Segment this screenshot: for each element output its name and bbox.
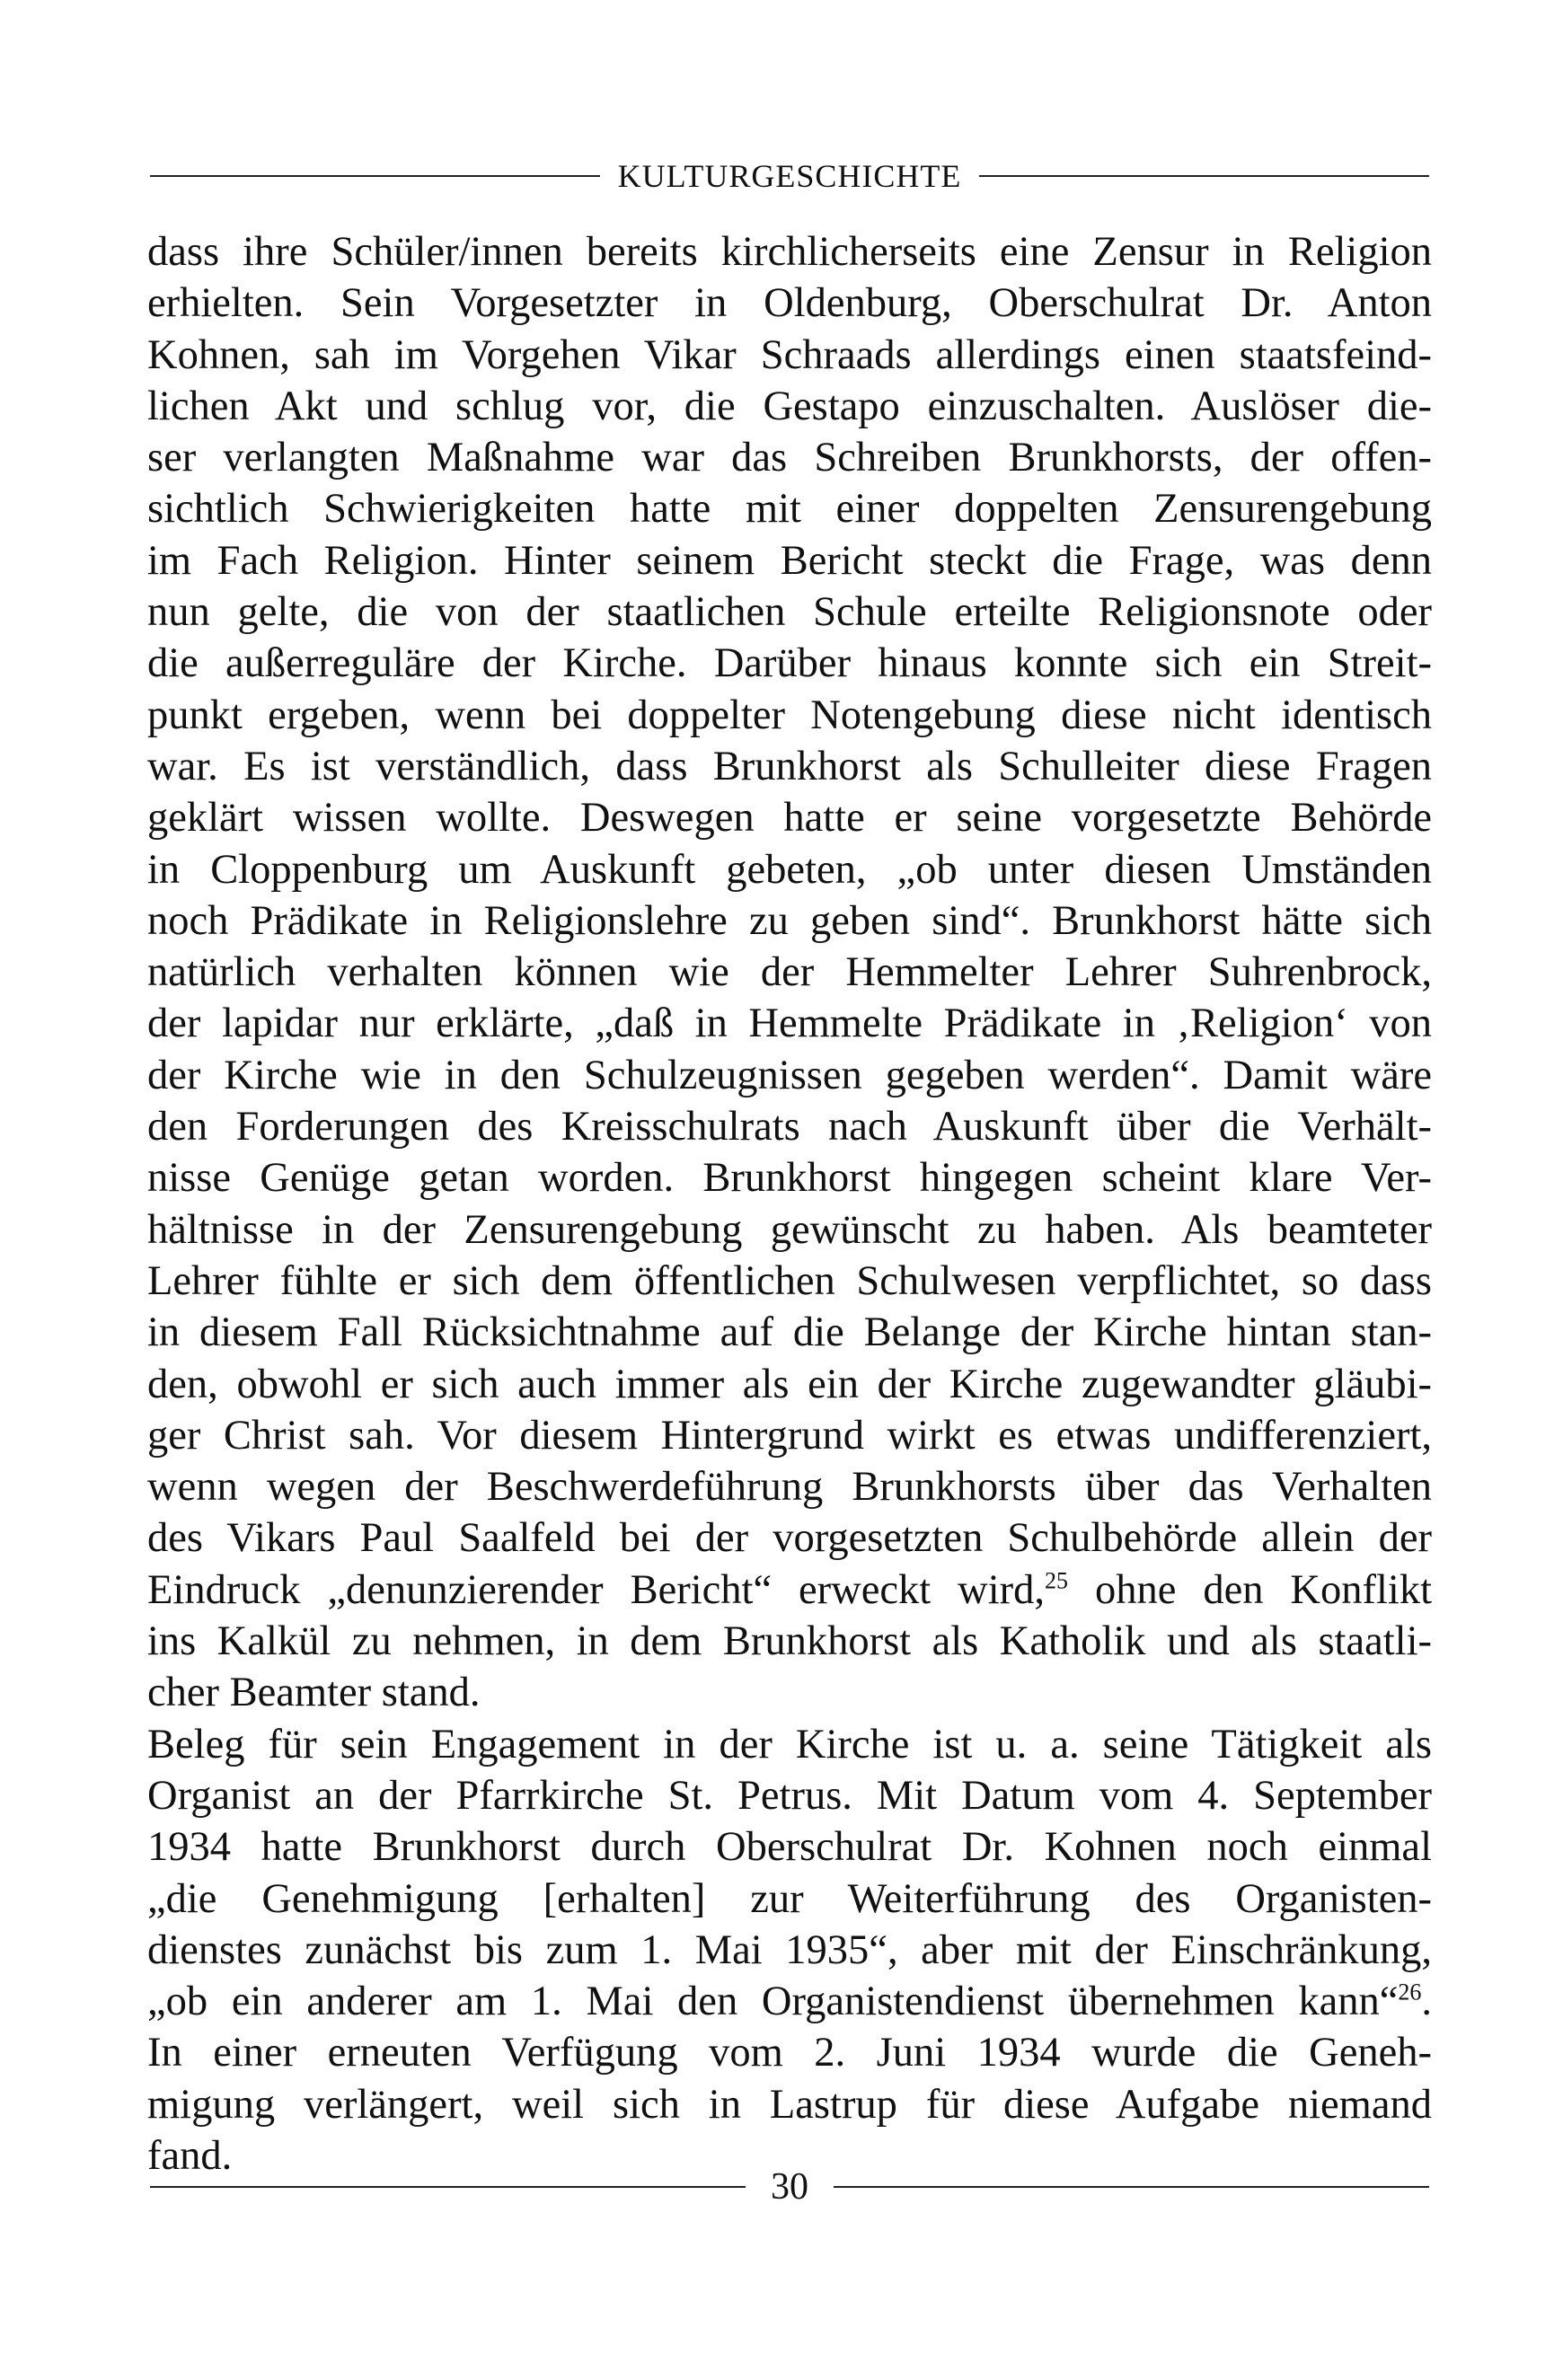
text-segment: . (1421, 1979, 1432, 2025)
text-segment: Eindruck „denunzierender Bericht“ erweckt wird, (147, 1566, 1046, 1613)
page-number: 30 (771, 2166, 808, 2208)
text-line: noch Prädikate in Religionslehre zu geben sind“. Brunkhorst hätte sich (147, 897, 1432, 944)
text-line: ser verlangten Maßnahme war das Schreiben Brunkhorsts, der offen- (147, 435, 1432, 481)
text-line: Lehrer fühlte er sich dem öffentlichen Schulwesen verpflichtet, so dass (147, 1257, 1432, 1304)
running-header-title: KULTURGESCHICHTE (617, 158, 962, 194)
text-line: den, obwohl er sich auch immer als ein der Kirche zugewandter gläubi- (147, 1361, 1432, 1407)
text-line: Kohnen, sah im Vorgehen Vikar Schraads allerdings einen staatsfeind- (147, 331, 1432, 378)
text-line: war. Es ist verständlich, dass Brunkhorst als Schulleiter diese Fragen (147, 743, 1432, 789)
text-line: der Kirche wie in den Schulzeugnissen gegeben werden“. Damit wäre (147, 1052, 1432, 1098)
text-line: natürlich verhalten können wie der Hemmelter Lehrer Suhrenbrock, (147, 949, 1432, 996)
text-line: des Vikars Paul Saalfeld bei der vorgesetzten Schulbehörde allein der (147, 1515, 1432, 1562)
body-text (147, 226, 1432, 2182)
text-line: dienstes zunächst bis zum 1. Mai 1935“, aber mit der Einschränkung, (147, 1926, 1432, 1973)
text-line: ger Christ sah. Vor diesem Hintergrund wirkt es etwas undifferenziert, (147, 1412, 1432, 1459)
text-line: dass ihre Schüler/innen bereits kirchlicherseits eine Zensur in Religion (147, 229, 1432, 275)
text-line: die außerreguläre der Kirche. Darüber hinaus konnte sich ein Streit- (147, 640, 1432, 687)
text-line: im Fach Religion. Hinter seinem Bericht steckt die Frage, was denn (147, 537, 1432, 584)
text-line: lichen Akt und schlug vor, die Gestapo einzuschalten. Auslöser die- (147, 383, 1432, 429)
footnote-reference-26[interactable]: 26 (1398, 1979, 1422, 2005)
text-line: in Cloppenburg um Auskunft gebeten, „ob unter diesen Umständen (147, 846, 1432, 893)
text-line-with-footnote (147, 1565, 1432, 1616)
header-rule-right (979, 175, 1429, 177)
text-line: nisse Genüge getan worden. Brunkhorst hingegen scheint klare Ver- (147, 1155, 1432, 1202)
paragraph-1 (147, 226, 1432, 1719)
text-line: Beleg für sein Engagement in der Kirche ist u. a. seine Tätigkeit als (147, 1721, 1432, 1767)
header-rule-left (150, 175, 600, 177)
text-line-with-footnote (147, 1976, 1432, 2027)
paragraph-2 (147, 1719, 1432, 2182)
text-line: sichtlich Schwierigkeiten hatte mit einer doppelten Zensurengebung (147, 486, 1432, 533)
text-line: Organist an der Pfarrkirche St. Petrus. Mit Datum vom 4. September (147, 1772, 1432, 1819)
text-line: den Forderungen des Kreisschulrats nach Auskunft über die Verhält- (147, 1104, 1432, 1150)
text-line: 1934 hatte Brunkhorst durch Oberschulrat Dr. Kohnen noch einmal (147, 1824, 1432, 1871)
text-segment: ohne den Konflikt (1068, 1566, 1432, 1613)
footer-rule-right (834, 2186, 1429, 2188)
text-line: „die Genehmigung [erhalten] zur Weiterführung des Organisten- (147, 1875, 1432, 1922)
footer-rule-left (150, 2186, 746, 2188)
text-line: der lapidar nur erklärte, „daß in Hemmelte Prädikate in ‚Religion‘ von (147, 1000, 1432, 1047)
text-line: punkt ergeben, wenn bei doppelter Notengebung diese nicht identisch (147, 692, 1432, 738)
text-line: wenn wegen der Beschwerdeführung Brunkhorsts über das Verhalten (147, 1464, 1432, 1511)
text-line: geklärt wissen wollte. Deswegen hatte er seine vorgesetzte Behörde (147, 795, 1432, 842)
page-footer (150, 2155, 1429, 2218)
footnote-reference-25[interactable]: 25 (1045, 1567, 1069, 1594)
text-segment: „ob ein anderer am 1. Mai den Organistendienst übernehmen kann“ (147, 1979, 1399, 2025)
text-line: cher Beamter stand. (147, 1670, 481, 1716)
text-line: hältnisse in der Zensurengebung gewünscht zu haben. Als beamteter (147, 1206, 1432, 1253)
text-line: In einer erneuten Verfügung vom 2. Juni 1934 wurde die Geneh- (147, 2030, 1432, 2076)
text-line: erhielten. Sein Vorgesetzter in Oldenburg, Oberschulrat Dr. Anton (147, 280, 1432, 327)
text-line: in diesem Fall Rücksichtnahme auf die Belange der Kirche hintan stan- (147, 1309, 1432, 1356)
text-line: migung verlängert, weil sich in Lastrup für diese Aufgabe niemand (147, 2081, 1432, 2128)
text-line: ins Kalkül zu nehmen, in dem Brunkhorst als Katholik und als staatli- (147, 1618, 1432, 1665)
text-line: nun gelte, die von der staatlichen Schule erteilte Religionsnote oder (147, 589, 1432, 636)
text-line: fand. (147, 2132, 233, 2179)
running-header (150, 149, 1429, 203)
